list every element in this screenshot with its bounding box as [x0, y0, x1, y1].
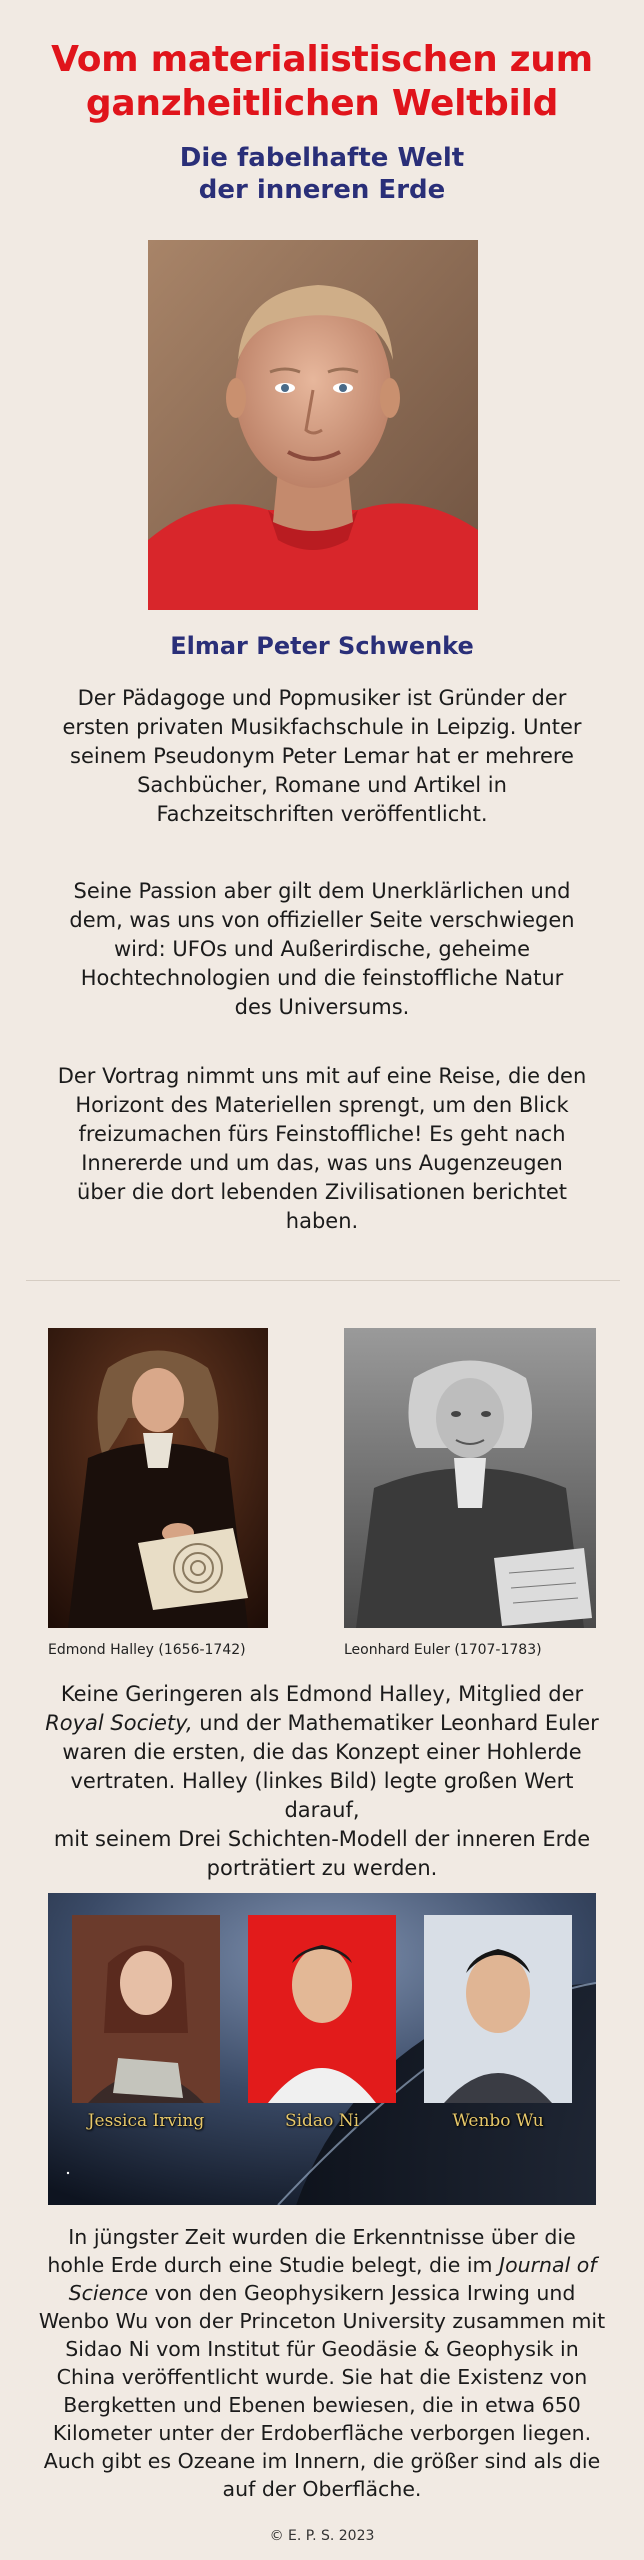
- text-line: über die dort lebenden Zivilisationen berichtet: [77, 1180, 567, 1204]
- text-line: Der Vortrag nimmt uns mit auf eine Reise, die den: [57, 1064, 587, 1088]
- text-line: [30, 2251, 614, 2279]
- bio-paragraph-2: [30, 877, 614, 1022]
- text-line: des Universums.: [234, 995, 410, 1019]
- subtitle-line: Die fabelhafte Welt: [179, 143, 465, 173]
- text-line: Wenbo Wu von der Princeton University zusammen mit: [38, 2309, 606, 2333]
- text-line: Keine Geringeren als Edmond Halley, Mitglied der: [60, 1682, 584, 1706]
- text-line: dem, was uns von offizieller Seite verschwiegen: [69, 908, 575, 932]
- title-line: Vom materialistischen zum: [51, 39, 593, 80]
- text-line: Kilometer unter der Erdoberfläche verborgen liegen.: [52, 2421, 592, 2445]
- scientist-name-label: Jessica Irving: [87, 2111, 205, 2131]
- text-line: Der Pädagoge und Popmusiker ist Gründer der: [77, 686, 567, 710]
- text-line: waren die ersten, die das Konzept einer Hohlerde: [62, 1740, 582, 1764]
- text-line: China veröffentlicht wurde. Sie hat die Existenz von: [56, 2365, 588, 2389]
- italic-text: Royal Society,: [45, 1711, 193, 1735]
- author-name: Elmar Peter Schwenke: [170, 632, 474, 660]
- euler-portrait: [344, 1328, 596, 1628]
- halley-caption: Edmond Halley (1656-1742): [48, 1642, 246, 1658]
- text-line: Hochtechnologien und die feinstoffliche Natur: [80, 966, 564, 990]
- text-line: vertraten. Halley (linkes Bild) legte großen Wert darauf,: [70, 1769, 574, 1822]
- scientist-name-label: Wenbo Wu: [452, 2111, 544, 2131]
- text-line: Sachbücher, Romane und Artikel in: [137, 773, 507, 797]
- text-line: mit seinem Drei Schichten-Modell der inneren Erde: [53, 1827, 591, 1851]
- text-span: hohle Erde durch eine Studie belegt, die im: [47, 2253, 500, 2277]
- text-line: ersten privaten Musikfachschule in Leipzig. Unter: [62, 715, 582, 739]
- text-line: seinem Pseudonym Peter Lemar hat er mehrere: [70, 744, 574, 768]
- bio-paragraph-1: [30, 684, 614, 829]
- text-line: Seine Passion aber gilt dem Unerklärlichen und: [73, 879, 571, 903]
- text-span: von den Geophysikern Jessica Irwing und: [148, 2281, 576, 2305]
- copyright-notice: © E. P. S. 2023: [269, 2528, 375, 2544]
- euler-caption: Leonhard Euler (1707-1783): [344, 1642, 542, 1658]
- scientists-banner: [48, 1893, 596, 2205]
- title-line: ganzheitlichen Weltbild: [85, 83, 559, 124]
- text-line: Innererde und um das, was uns Augenzeugen: [81, 1151, 563, 1175]
- author-photo: [148, 240, 478, 610]
- page-title: [0, 38, 644, 126]
- text-line: porträtiert zu werden.: [206, 1856, 438, 1880]
- text-line: freizumachen fürs Feinstoffliche! Es geht nach: [78, 1122, 566, 1146]
- halley-portrait: [48, 1328, 268, 1628]
- text-line: Fachzeitschriften veröffentlicht.: [156, 802, 488, 826]
- text-line: [30, 2279, 614, 2307]
- italic-text: Journal of: [499, 2253, 597, 2277]
- text-line: Horizont des Materiellen sprengt, um den Blick: [75, 1093, 569, 1117]
- text-line: Auch gibt es Ozeane im Innern, die größer sind als die: [43, 2449, 601, 2473]
- text-line: In jüngster Zeit wurden die Erkenntnisse über die: [68, 2225, 576, 2249]
- text-line: Bergketten und Ebenen bewiesen, die in etwa 650: [63, 2393, 581, 2417]
- text-line: haben.: [285, 1209, 359, 1233]
- text-line: [30, 1709, 614, 1738]
- scientist-name-label: Sidao Ni: [284, 2111, 360, 2131]
- text-span: und der Mathematiker Leonhard Euler: [192, 1711, 599, 1735]
- history-paragraph: [30, 1680, 614, 1883]
- page-subtitle: [0, 142, 644, 206]
- italic-text: Science: [68, 2281, 149, 2305]
- study-paragraph: [30, 2223, 614, 2503]
- section-divider: [26, 1280, 620, 1281]
- text-line: Sidao Ni vom Institut für Geodäsie & Geophysik in: [65, 2337, 579, 2361]
- text-line: wird: UFOs und Außerirdische, geheime: [113, 937, 531, 961]
- text-line: auf der Oberfläche.: [222, 2477, 422, 2501]
- subtitle-line: der inneren Erde: [198, 175, 446, 205]
- lecture-paragraph: [30, 1062, 614, 1236]
